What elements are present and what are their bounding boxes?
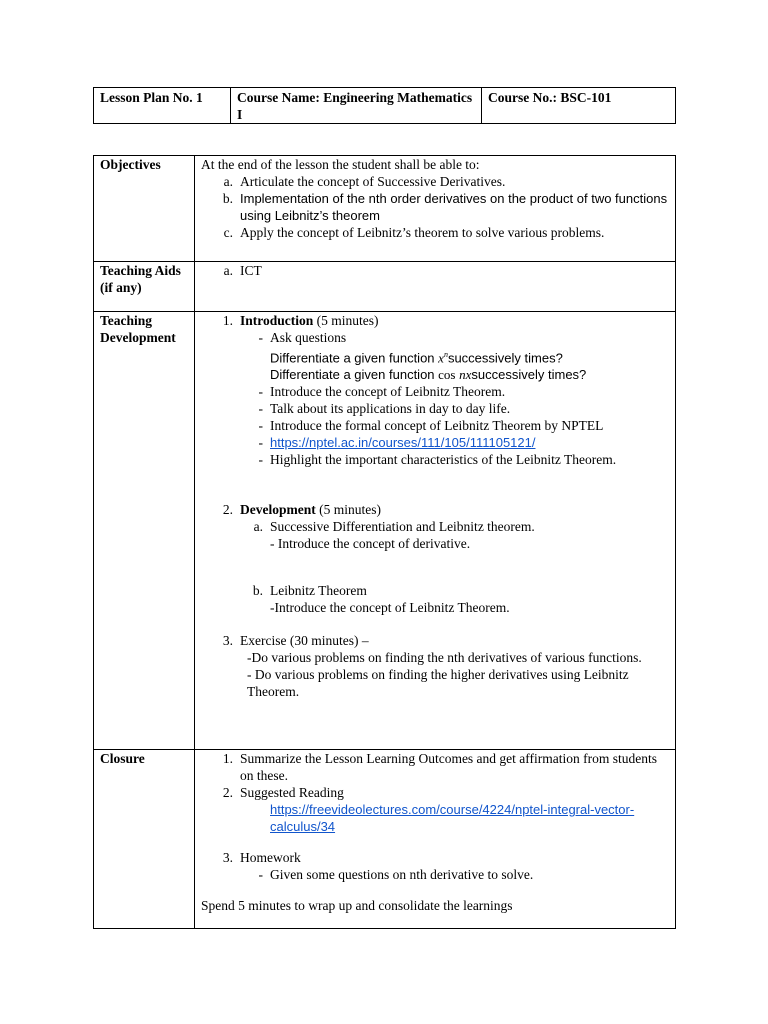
closure-content (195, 750, 676, 929)
objective-item: c. Apply the concept of Leibnitz’s theorem to solve various problems. (223, 225, 605, 240)
bullet-item: - Introduce the concept of Leibnitz Theorem. (258, 384, 506, 400)
introduction-heading: 1. Introduction (5 minutes) (222, 313, 379, 328)
lesson-plan-number: Lesson Plan No. 1 (94, 88, 231, 124)
course-number: Course No.: BSC-101 (482, 88, 676, 124)
closure-label: Closure (94, 750, 195, 929)
lesson-plan-table (93, 155, 676, 929)
teaching-development-content (195, 312, 676, 750)
teaching-aids-content (195, 262, 676, 312)
header-table (93, 87, 676, 124)
development-sub-b-detail: -Introduce the concept of Leibnitz Theorem. (270, 600, 510, 616)
objectives-row (94, 156, 676, 262)
exercise-line: -Do various problems on finding the nth derivatives of various functions. (247, 650, 642, 666)
question-one: Differentiate a given function $x^nsuccessively$ times? (270, 350, 563, 366)
bullet-item: - Ask questions (258, 330, 347, 345)
development-sub-a: a. Successive Differentiation and Leibnitz theorem. (253, 519, 535, 535)
wrap-up-note: Spend 5 minutes to wrap up and consolidate the learnings (201, 898, 513, 913)
teaching-aids-row (94, 262, 676, 312)
teaching-development-row (94, 312, 676, 750)
objectives-intro: At the end of the lesson the student shall be able to: (201, 157, 480, 172)
closure-item: 3. Homework (222, 850, 301, 865)
development-heading: 2. Development (5 minutes) (222, 502, 381, 518)
bullet-item: - Highlight the important characteristics of the Leibnitz Theorem. (258, 452, 617, 468)
bullet-item: - Given some questions on nth derivative to solve. (258, 867, 534, 882)
question-two: Differentiate a given function cos nxsuccessively times? (270, 367, 587, 383)
course-name: Course Name: Engineering Mathematics I (231, 88, 482, 124)
objective-item: a. Articulate the concept of Successive Derivatives. (223, 174, 506, 189)
teaching-aid-item: a. ICT (223, 263, 262, 278)
bullet-item: - https://nptel.ac.in/courses/111/105/111105121/ (258, 435, 536, 451)
suggested-reading-link[interactable]: https://freevideolectures.com/course/4224/nptel-integral-vector-calculus/34 (270, 802, 635, 834)
teaching-development-label: Teaching Development (94, 312, 195, 750)
bullet-item: - Talk about its applications in day to day life. (258, 401, 511, 417)
closure-row (94, 750, 676, 929)
bullet-item: - Introduce the formal concept of Leibnitz Theorem by NPTEL (258, 418, 604, 434)
closure-item: 2. Suggested Reading (222, 785, 344, 800)
objectives-content (195, 156, 676, 262)
closure-item: 1. Summarize the Lesson Learning Outcomes and get affirmation from students on these. (222, 751, 658, 783)
teaching-aids-label: Teaching Aids (if any) (94, 262, 195, 312)
objectives-label: Objectives (94, 156, 195, 262)
objective-item: b. Implementation of the nth order derivatives on the product of two functions using Leibnitz’s theorem (222, 191, 668, 223)
exercise-heading: 3. Exercise (30 minutes) – (222, 633, 369, 649)
nptel-link[interactable]: https://nptel.ac.in/courses/111/105/111105121/ (270, 435, 536, 451)
development-sub-b: b. Leibnitz Theorem (252, 583, 367, 599)
development-sub-a-detail: - Introduce the concept of derivative. (270, 536, 471, 552)
exercise-line: - Do various problems on finding the higher derivatives using Leibnitz Theorem. (247, 667, 629, 700)
